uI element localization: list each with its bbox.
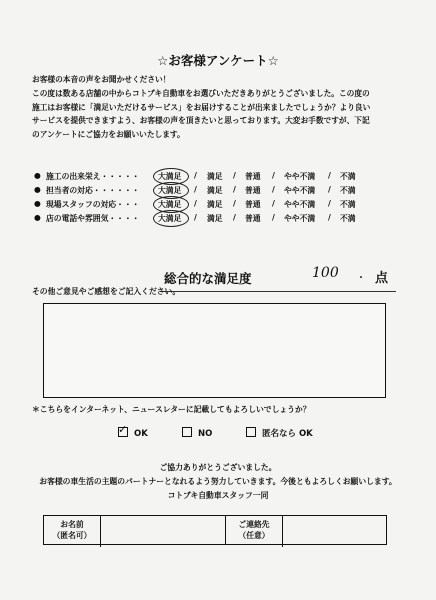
option-separator: / <box>328 185 331 194</box>
rating-option[interactable]: やや不満 <box>284 200 316 209</box>
contact-input-cell[interactable] <box>283 516 385 544</box>
option-separator: / <box>194 199 197 208</box>
consent-option-anonymous[interactable] <box>246 427 313 439</box>
rating-option[interactable]: やや不満 <box>284 186 316 195</box>
rating-option[interactable]: 満足 <box>207 186 223 195</box>
rating-row-label: 現場スタッフの対応・・・ <box>46 200 140 209</box>
rating-option[interactable]: 不満 <box>340 172 356 181</box>
intro-line: この度は数ある店舗の中からコトブキ自動車をお選びいただきありがとうございました。この度の <box>32 88 370 98</box>
rating-option[interactable]: 満足 <box>207 200 223 209</box>
rating-option[interactable]: 大満足 <box>158 172 182 181</box>
rating-option[interactable]: 満足 <box>207 214 223 223</box>
option-separator: / <box>194 185 197 194</box>
option-separator: / <box>194 213 197 222</box>
rating-option[interactable]: 不満 <box>340 214 356 223</box>
rating-row-label: 店の電話や雰囲気・・・・ <box>46 214 140 223</box>
thanks-line: ご協力ありがとうございました。 <box>159 463 277 472</box>
bullet-icon: ● <box>34 185 41 194</box>
contact-label-cell <box>226 516 283 547</box>
intro-line: お客様の本音の声をお聞かせください！ <box>32 75 171 84</box>
option-separator: / <box>328 213 331 222</box>
checkbox-anonymous[interactable] <box>246 427 256 437</box>
rating-option[interactable]: やや不満 <box>284 172 316 181</box>
option-separator: / <box>233 185 236 194</box>
consent-option-label: NO <box>198 429 213 439</box>
checkbox-ok[interactable] <box>118 423 128 437</box>
option-separator: / <box>233 199 236 208</box>
overall-satisfaction-label: 総合的な満足度 <box>164 271 252 286</box>
rating-row <box>30 199 430 212</box>
rating-option[interactable]: 不満 <box>340 186 356 195</box>
rating-option[interactable]: やや不満 <box>284 214 316 223</box>
intro-text <box>32 73 426 142</box>
name-note: （匿名可） <box>52 531 92 540</box>
bullet-icon: ● <box>34 199 41 208</box>
option-separator: / <box>328 171 331 180</box>
rating-option[interactable]: 普通 <box>245 200 261 209</box>
overall-score-unit: 点 <box>375 271 389 286</box>
overall-score-value[interactable]: 100 <box>312 265 339 281</box>
thanks-line: お客様の車生活の主題のパートナーとなれるよう努力していきます。今後ともよろしくお願いします。 <box>39 477 397 486</box>
option-separator: / <box>328 199 331 208</box>
rating-option[interactable]: 大満足 <box>158 186 182 195</box>
consent-option-no[interactable] <box>182 427 212 439</box>
option-separator: / <box>233 213 236 222</box>
intro-line: サービスを提供できますよう、お客様の声を頂きたいと思っております。大変お手数ですが、下記 <box>32 116 370 126</box>
option-separator: / <box>272 171 275 180</box>
survey-title: ☆お客様アンケート☆ <box>157 53 279 68</box>
option-separator: / <box>233 171 236 180</box>
score-underline <box>160 291 396 292</box>
rating-row-label: 担当者の対応・・・・・・ <box>46 186 140 195</box>
rating-option[interactable]: 大満足 <box>158 200 182 209</box>
consent-question: ＊こちらをインターネット、ニュースレターに記載してもよろしいでしょうか？ <box>32 405 311 414</box>
rating-option[interactable]: 普通 <box>245 186 261 195</box>
bullet-icon: ● <box>34 213 41 222</box>
rating-row <box>30 185 430 198</box>
selected-circle-mark <box>153 210 189 227</box>
rating-option[interactable]: 大満足 <box>158 214 182 223</box>
name-label-cell <box>44 516 101 547</box>
consent-option-ok[interactable] <box>118 423 148 439</box>
rating-option[interactable]: 満足 <box>207 172 223 181</box>
name-input-cell[interactable] <box>101 516 226 544</box>
contact-form-table <box>43 515 387 545</box>
comment-box[interactable] <box>43 303 386 398</box>
option-separator: / <box>272 199 275 208</box>
option-separator: / <box>194 171 197 180</box>
name-label: お名前 <box>60 520 84 529</box>
thanks-signature: コトブキ自動車スタッフ一同 <box>167 491 269 500</box>
rating-option[interactable]: 不満 <box>340 200 356 209</box>
bullet-icon: ● <box>34 171 41 180</box>
rating-row <box>30 171 430 184</box>
checkbox-no[interactable] <box>182 427 192 437</box>
contact-note: （任意） <box>238 531 270 540</box>
intro-line: 施工はお客様に「満足いただけるサービス」をお届けすることが出来ましたでしょうか？より良い <box>32 102 371 112</box>
comment-prompt: その他ご意見やご感想をご記入ください。 <box>32 287 181 296</box>
option-separator: / <box>272 185 275 194</box>
consent-option-label: 匿名なら OK <box>262 429 313 439</box>
contact-label: ご連絡先 <box>238 520 270 529</box>
overall-score-dot: ・ <box>356 273 366 284</box>
rating-option[interactable]: 普通 <box>245 172 261 181</box>
rating-row-label: 施工の出来栄え・・・・・ <box>46 172 140 181</box>
consent-option-label: OK <box>134 429 148 439</box>
rating-option[interactable]: 普通 <box>245 214 261 223</box>
option-separator: / <box>272 213 275 222</box>
rating-row <box>30 213 430 226</box>
intro-line: のアンケートにご協力をお願いいたします。 <box>32 130 185 140</box>
checkmark-icon: ✓ <box>118 423 128 436</box>
